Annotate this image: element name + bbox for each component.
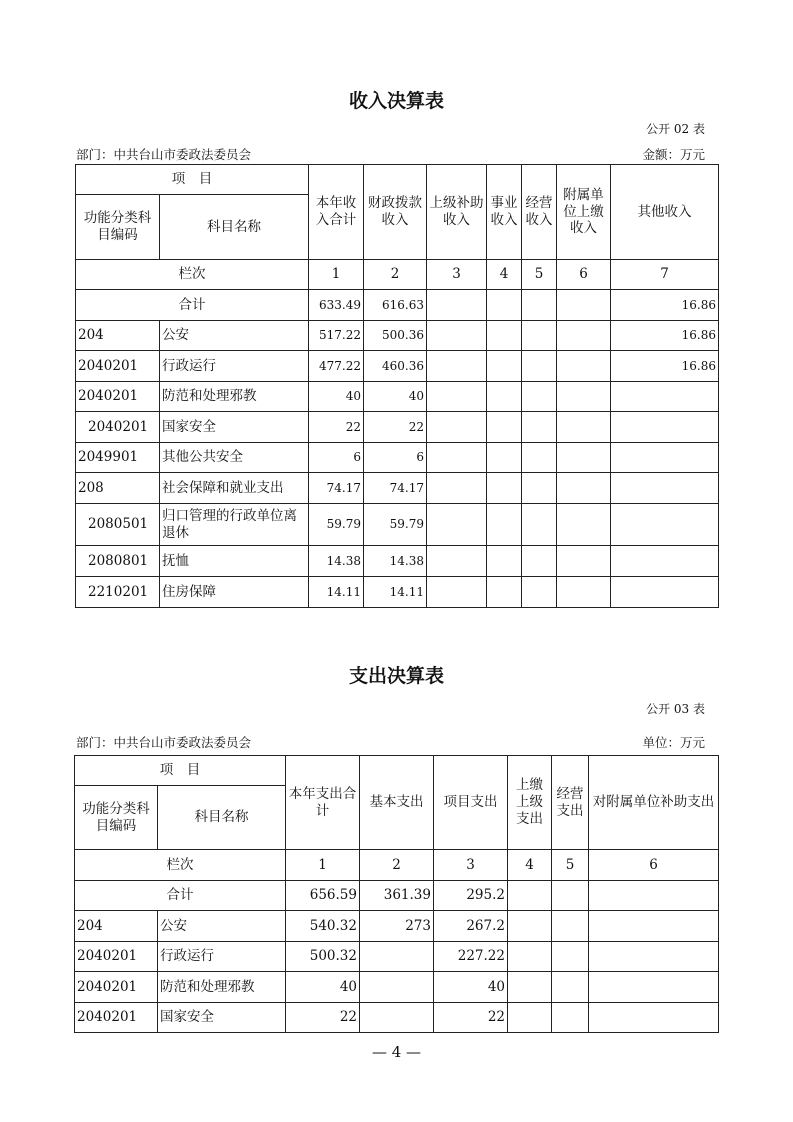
income-cell <box>487 321 522 351</box>
expense-lanci-num: 1 <box>286 850 360 881</box>
income-row-name: 归口管理的行政单位离退休 <box>160 504 309 546</box>
table-row <box>76 443 719 473</box>
expense-cell <box>360 1003 434 1033</box>
income-lanci-num: 4 <box>487 260 522 290</box>
expense-cell: 361.39 <box>360 881 434 911</box>
expense-row-code: 2040201 <box>75 942 158 972</box>
table-row <box>75 911 719 942</box>
income-row-code: 2080501 <box>76 504 160 546</box>
income-total-label: 合计 <box>76 290 309 321</box>
income-cell <box>427 577 487 608</box>
income-cell <box>557 351 611 382</box>
expense-lanci-num: 3 <box>434 850 508 881</box>
expense-cell <box>508 942 552 972</box>
income-cell <box>522 577 557 608</box>
income-cell <box>427 290 487 321</box>
income-cell: 16.86 <box>611 351 719 382</box>
income-cell <box>487 546 522 577</box>
income-cell: 14.11 <box>309 577 364 608</box>
income-row-name: 防范和处理邪教 <box>160 382 309 412</box>
income-row-name: 其他公共安全 <box>160 443 309 473</box>
income-cell: 59.79 <box>364 504 427 546</box>
expense-cell: 267.2 <box>434 911 508 942</box>
expense-cell <box>552 881 589 911</box>
expense-cell <box>589 972 719 1003</box>
income-row-code: 2040201 <box>76 412 160 443</box>
expense-form-number: 公开 03 表 <box>646 702 705 716</box>
income-cell <box>427 351 487 382</box>
income-cell <box>611 412 719 443</box>
page-number: — 4 — <box>371 1043 422 1061</box>
income-cell <box>487 290 522 321</box>
income-cell <box>611 443 719 473</box>
income-cell <box>557 504 611 546</box>
income-header-item: 项 目 <box>76 165 309 195</box>
expense-cell: 540.32 <box>286 911 360 942</box>
income-cell <box>611 546 719 577</box>
expense-cell <box>589 1003 719 1033</box>
expense-header-col5: 经营支出 <box>552 756 589 850</box>
expense-cell: 273 <box>360 911 434 942</box>
expense-header-col1: 本年支出合计 <box>286 756 360 850</box>
income-header-col6: 附属单位上缴收入 <box>557 165 611 260</box>
expense-cell <box>589 881 719 911</box>
expense-lanci-label: 栏次 <box>75 850 286 881</box>
income-cell: 74.17 <box>364 473 427 504</box>
expense-header-item: 项 目 <box>75 756 286 786</box>
table-row <box>76 321 719 351</box>
table-row <box>75 942 719 972</box>
income-cell <box>487 473 522 504</box>
income-cell <box>522 504 557 546</box>
income-cell <box>427 382 487 412</box>
expense-cell: 40 <box>434 972 508 1003</box>
income-table <box>75 164 719 608</box>
income-cell: 14.11 <box>364 577 427 608</box>
income-cell <box>522 443 557 473</box>
expense-cell <box>552 942 589 972</box>
income-cell: 6 <box>364 443 427 473</box>
expense-cell: 227.22 <box>434 942 508 972</box>
income-cell <box>487 412 522 443</box>
income-cell <box>611 382 719 412</box>
income-cell <box>522 546 557 577</box>
income-cell: 500.36 <box>364 321 427 351</box>
income-form-number: 公开 02 表 <box>646 122 705 136</box>
income-cell: 616.63 <box>364 290 427 321</box>
expense-table <box>74 755 719 1033</box>
income-cell <box>611 473 719 504</box>
expense-department: 部门：中共台山市委政法委员会 <box>76 735 252 750</box>
income-row-name: 抚恤 <box>160 546 309 577</box>
income-lanci-num: 5 <box>522 260 557 290</box>
table-row <box>76 412 719 443</box>
income-cell <box>557 382 611 412</box>
income-row-code: 2049901 <box>76 443 160 473</box>
expense-cell <box>589 911 719 942</box>
expense-table-title: 支出决算表 <box>348 665 444 687</box>
expense-header-name: 科目名称 <box>158 786 286 850</box>
expense-row-name: 公安 <box>158 911 286 942</box>
income-lanci-label: 栏次 <box>76 260 309 290</box>
expense-header-col4: 上缴上级支出 <box>508 756 552 850</box>
expense-row-name: 行政运行 <box>158 942 286 972</box>
income-cell <box>611 577 719 608</box>
income-cell <box>487 443 522 473</box>
table-row <box>76 473 719 504</box>
income-cell <box>427 546 487 577</box>
income-total-row <box>76 290 719 321</box>
income-cell: 517.22 <box>309 321 364 351</box>
income-header-col1: 本年收入合计 <box>309 165 364 260</box>
table-row <box>75 1003 719 1033</box>
income-cell: 460.36 <box>364 351 427 382</box>
income-lanci-num: 2 <box>364 260 427 290</box>
income-row-code: 2040201 <box>76 382 160 412</box>
expense-cell <box>508 972 552 1003</box>
income-cell: 22 <box>364 412 427 443</box>
income-row-code: 208 <box>76 473 160 504</box>
income-cell: 6 <box>309 443 364 473</box>
table-row <box>76 382 719 412</box>
income-cell <box>427 504 487 546</box>
income-table-title: 收入决算表 <box>348 90 444 112</box>
income-lanci-num: 6 <box>557 260 611 290</box>
expense-row-code: 2040201 <box>75 972 158 1003</box>
income-row-code: 2040201 <box>76 351 160 382</box>
expense-cell: 656.59 <box>286 881 360 911</box>
income-cell: 16.86 <box>611 290 719 321</box>
expense-total-label: 合计 <box>75 881 286 911</box>
expense-header-col6: 对附属单位补助支出 <box>589 756 719 850</box>
income-cell <box>427 412 487 443</box>
expense-cell <box>360 972 434 1003</box>
income-cell <box>557 290 611 321</box>
expense-row-name: 国家安全 <box>158 1003 286 1033</box>
expense-header-code: 功能分类科目编码 <box>75 786 158 850</box>
income-cell <box>487 351 522 382</box>
expense-row-code: 2040201 <box>75 1003 158 1033</box>
income-cell: 40 <box>309 382 364 412</box>
income-row-code: 2080801 <box>76 546 160 577</box>
expense-row-name: 防范和处理邪教 <box>158 972 286 1003</box>
income-cell <box>522 382 557 412</box>
expense-cell <box>508 881 552 911</box>
expense-cell <box>552 1003 589 1033</box>
income-row-code: 2210201 <box>76 577 160 608</box>
income-cell <box>522 412 557 443</box>
expense-lanci-num: 6 <box>589 850 719 881</box>
income-header-col4: 事业收入 <box>487 165 522 260</box>
expense-total-row <box>75 881 719 911</box>
expense-cell <box>508 1003 552 1033</box>
income-unit: 金额：万元 <box>642 147 705 162</box>
income-cell <box>557 443 611 473</box>
expense-cell: 40 <box>286 972 360 1003</box>
income-cell <box>557 412 611 443</box>
income-cell: 14.38 <box>364 546 427 577</box>
income-cell: 59.79 <box>309 504 364 546</box>
income-cell <box>487 382 522 412</box>
expense-header-col3: 项目支出 <box>434 756 508 850</box>
income-row-name: 住房保障 <box>160 577 309 608</box>
expense-cell <box>552 972 589 1003</box>
income-cell <box>557 321 611 351</box>
income-row-code: 204 <box>76 321 160 351</box>
expense-cell <box>589 942 719 972</box>
income-header-name: 科目名称 <box>160 195 309 260</box>
expense-lanci-num: 4 <box>508 850 552 881</box>
income-cell <box>427 321 487 351</box>
income-cell <box>522 473 557 504</box>
expense-lanci-num: 2 <box>360 850 434 881</box>
income-row-name: 公安 <box>160 321 309 351</box>
expense-cell <box>552 911 589 942</box>
income-cell: 14.38 <box>309 546 364 577</box>
income-lanci-num: 7 <box>611 260 719 290</box>
income-cell <box>522 290 557 321</box>
expense-cell: 22 <box>286 1003 360 1033</box>
expense-header-col2: 基本支出 <box>360 756 434 850</box>
income-header-code: 功能分类科目编码 <box>76 195 160 260</box>
income-lanci-num: 3 <box>427 260 487 290</box>
expense-cell <box>508 911 552 942</box>
income-header-col3: 上级补助收入 <box>427 165 487 260</box>
income-cell <box>427 473 487 504</box>
expense-cell: 22 <box>434 1003 508 1033</box>
expense-unit: 单位：万元 <box>642 735 705 750</box>
income-cell <box>487 577 522 608</box>
income-cell: 74.17 <box>309 473 364 504</box>
income-department: 部门：中共台山市委政法委员会 <box>76 147 252 162</box>
expense-cell: 295.2 <box>434 881 508 911</box>
income-cell: 16.86 <box>611 321 719 351</box>
income-cell <box>522 351 557 382</box>
table-row <box>76 504 719 546</box>
income-cell: 633.49 <box>309 290 364 321</box>
table-row <box>76 577 719 608</box>
expense-cell <box>360 942 434 972</box>
income-header-col5: 经营收入 <box>522 165 557 260</box>
expense-lanci-num: 5 <box>552 850 589 881</box>
income-row-name: 国家安全 <box>160 412 309 443</box>
income-lanci-num: 1 <box>309 260 364 290</box>
income-row-name: 行政运行 <box>160 351 309 382</box>
income-row-name: 社会保障和就业支出 <box>160 473 309 504</box>
expense-row-code: 204 <box>75 911 158 942</box>
income-cell: 22 <box>309 412 364 443</box>
income-header-col7: 其他收入 <box>611 165 719 260</box>
income-cell: 40 <box>364 382 427 412</box>
income-header-col2: 财政拨款收入 <box>364 165 427 260</box>
table-row <box>75 972 719 1003</box>
income-cell <box>522 321 557 351</box>
table-row <box>76 546 719 577</box>
income-cell: 477.22 <box>309 351 364 382</box>
income-cell <box>557 473 611 504</box>
table-row <box>76 351 719 382</box>
income-cell <box>487 504 522 546</box>
income-cell <box>611 504 719 546</box>
income-cell <box>557 546 611 577</box>
income-cell <box>557 577 611 608</box>
income-cell <box>427 443 487 473</box>
expense-cell: 500.32 <box>286 942 360 972</box>
